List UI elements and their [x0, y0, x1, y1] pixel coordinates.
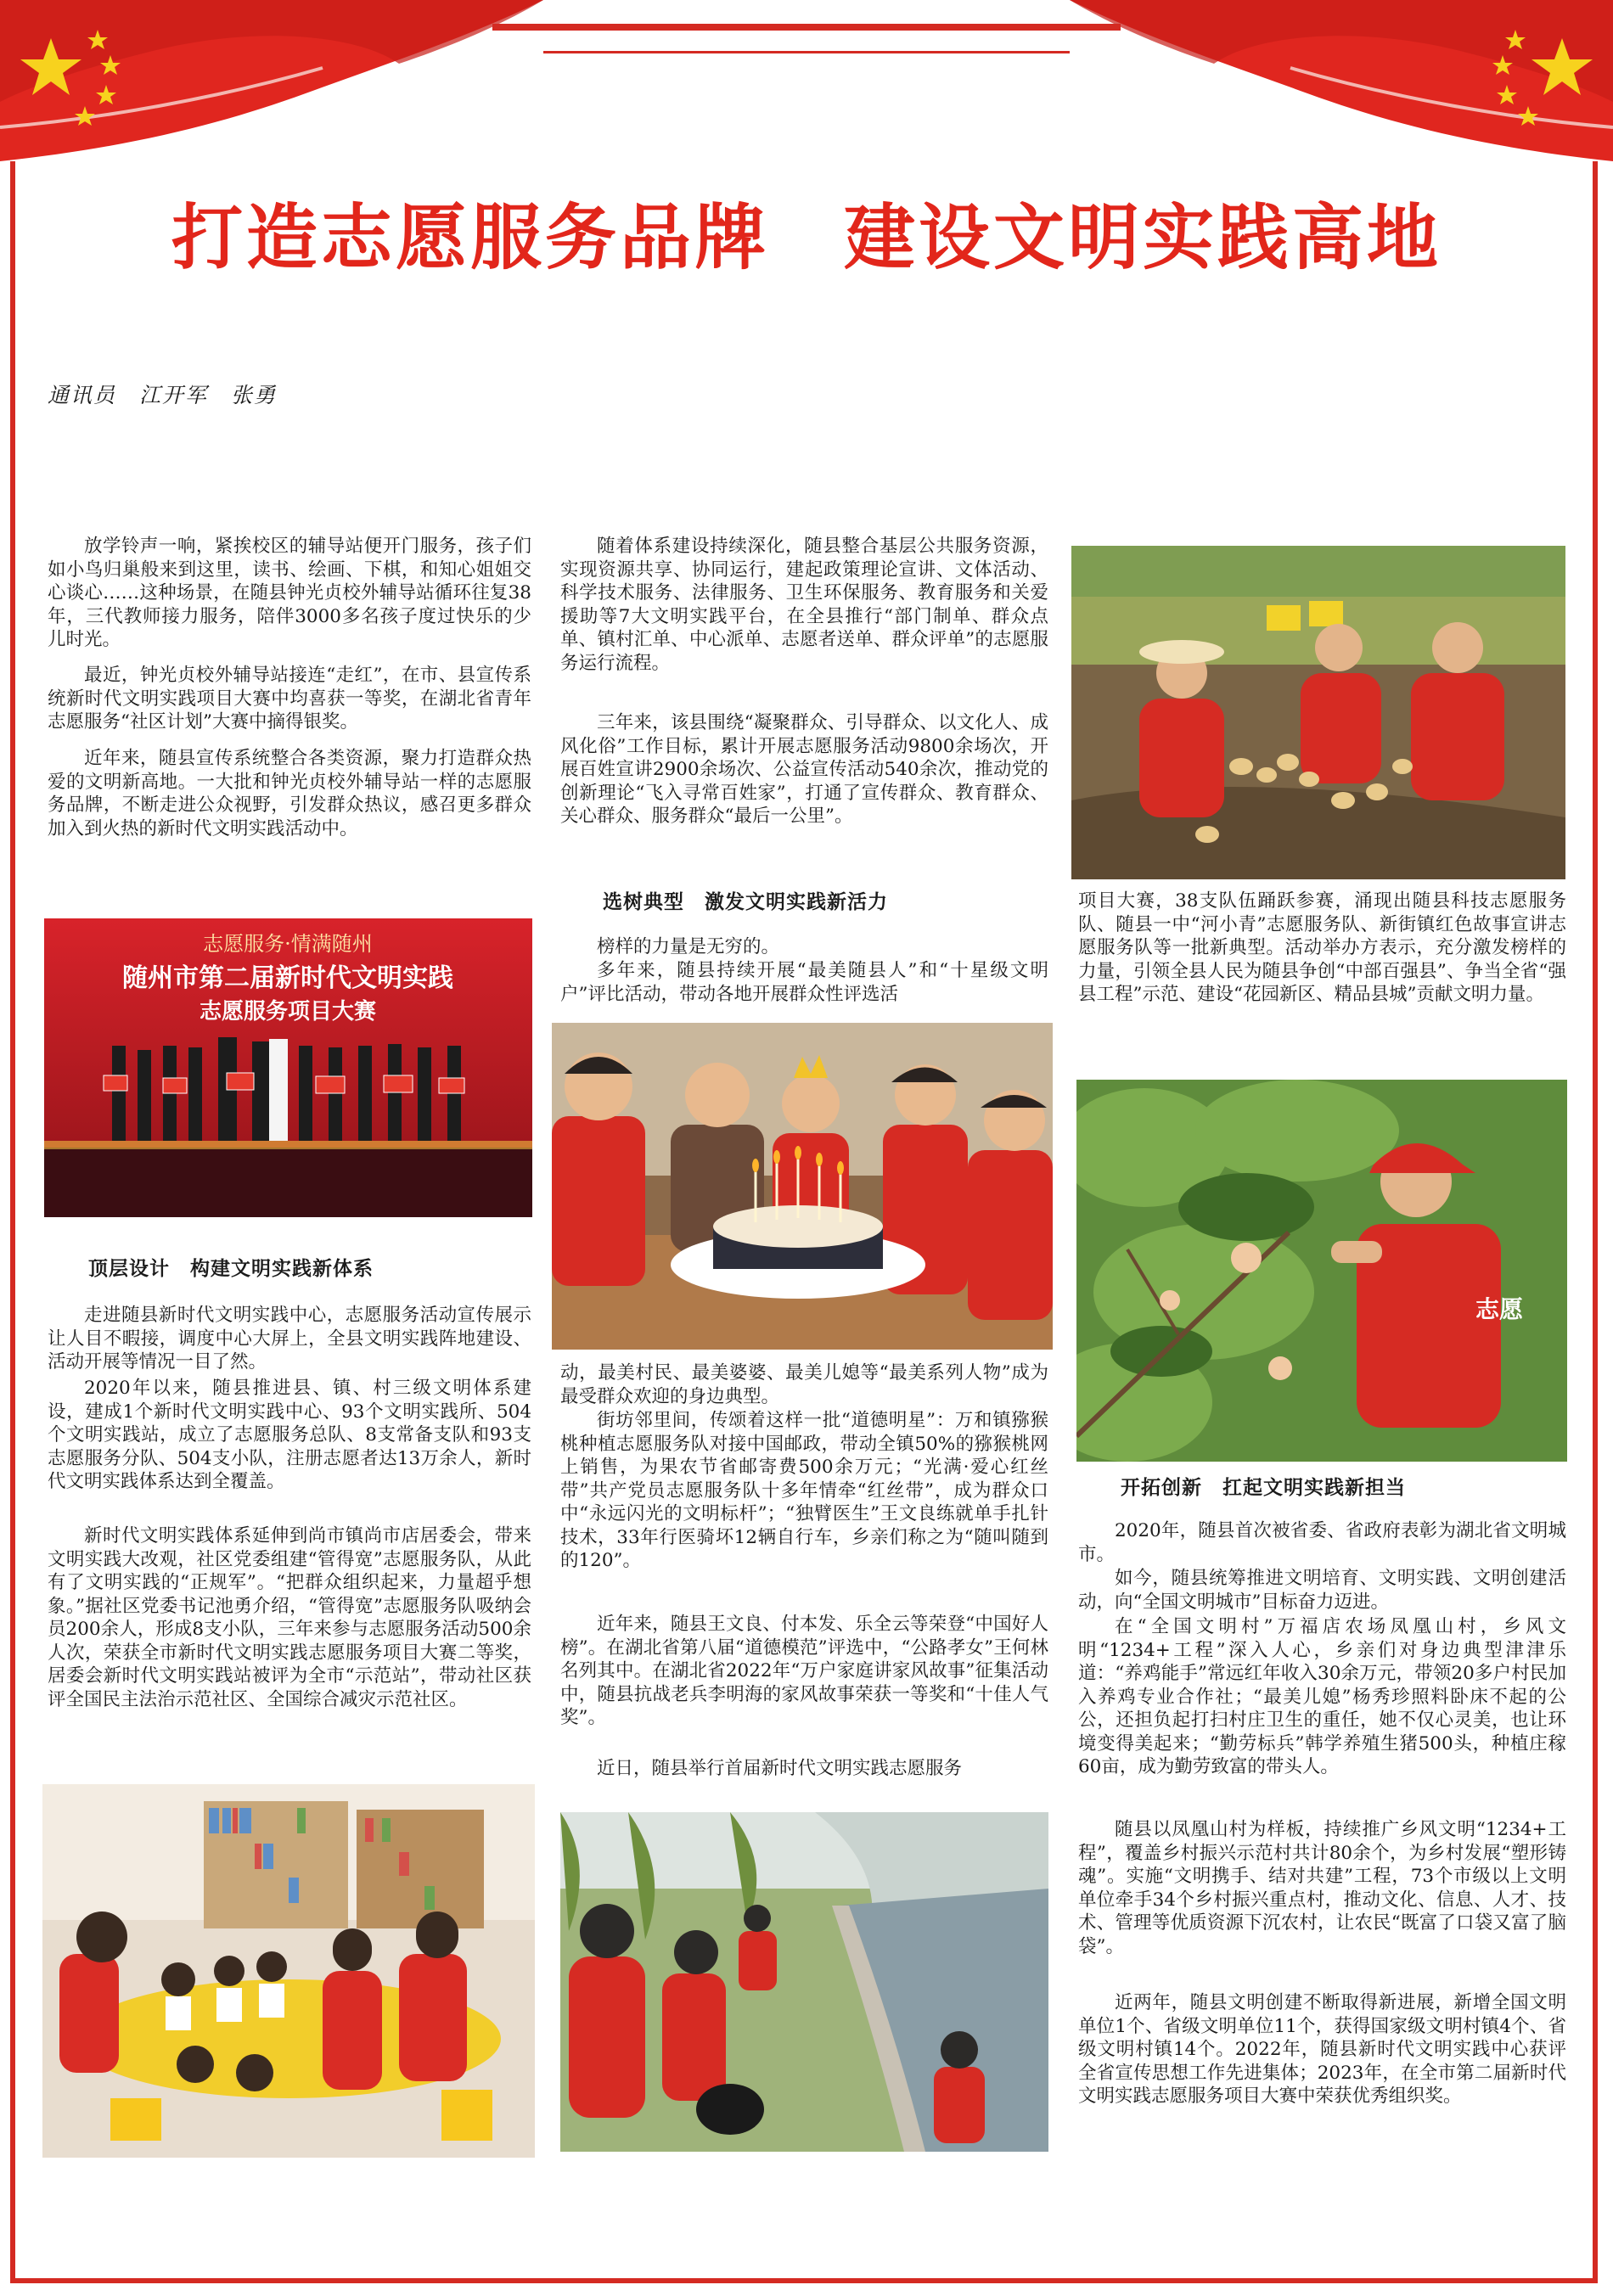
col2-paragraph-4b: 动，最美村民、最美婆婆、最美儿媳等“最美系列人物”成为最受群众欢迎的身边典型。 [560, 1362, 1048, 1407]
byline: 通讯员 江开军 张勇 [48, 383, 278, 407]
col1-paragraph-3: 近年来，随县宣传系统整合各类资源，聚力打造群众热爱的文明新高地。一大批和钟光贞校外辅导站一样的志愿服务品牌，不断走进公众视野，引发群众热议，感召更多群众加入到火热的新时代文明实践活动中。 [48, 748, 531, 839]
top-rule-thin [543, 51, 1070, 53]
col1-paragraph-6: 新时代文明实践体系延伸到尚市镇尚市店居委会，带来文明实践大改观，社区党委组建“管得宽”志愿服务队，从此有了文明实践的“正规军”。“把群众组织起来，力量超乎想象。”据社区党委书记池勇介绍，“管得宽”志愿服务队吸纳会员200余人，形成8支小队，三年来参与志愿服务活动500余人次，荣获全市新时代文明实践志愿服务项目大赛二等奖，居委会新时代文明实践站被评为全市“示范站”，带动社区获评全国民主法治示范社区、全国综合减灾示范社区。 [48, 1525, 531, 1710]
section-heading-3: 开拓创新 扛起文明实践新担当 [1121, 1477, 1406, 1499]
section-heading-2: 选树典型 激发文明实践新活力 [603, 891, 888, 913]
col1-paragraph-5: 2020年以来，随县推进县、镇、村三级文明体系建设，建成1个新时代文明实践中心、93个文明实践所、504个文明实践站，成立了志愿服务总队、8支常备支队和93支志愿服务分队、504支小队，注册志愿者达13万余人，新时代文明实践体系达到全覆盖。 [48, 1378, 531, 1492]
col2-paragraph-4a: 多年来，随县持续开展“最美随县人”和“十星级文明户”评比活动，带动各地开展群众性评选活 [560, 960, 1048, 1005]
col3-paragraph-5: 随县以凤凰山村为样板，持续推广乡风文明“1234+工程”，覆盖乡村振兴示范村共计80余个，为乡村发展“塑形铸魂”。实施“文明携手、结对共建”工程，73个市级以上文明单位牵手34个乡村振兴重点村，推动文化、信息、人才、技术、管理等优质资源下沉农村，让农民“既富了口袋又富了脑袋”。 [1078, 1819, 1566, 1957]
col2-paragraph-6: 近年来，随县王文良、付本发、乐全云等荣登“中国好人榜”。在湖北省第八届“道德模范”评选中，“公路孝女”王何林名列其中。在湖北省2022年“万户家庭讲家风故事”征集活动中，随县抗战老兵李明海的家风故事荣获一等奖和“十佳人气奖”。 [560, 1614, 1048, 1728]
col3-paragraph-6: 近两年，随县文明创建不断取得新进展，新增全国文明单位1个、省级文明单位11个，获得国家级文明村镇4个、省级文明村镇14个。2022年，随县新时代文明实践中心获评全省宣传思想工作先进集体；2023年，在全市第二届新时代文明实践志愿服务项目大赛中荣获优秀组织奖。 [1078, 1992, 1566, 2107]
banner-main-text: 随州市第二届新时代文明实践 [122, 963, 453, 993]
col2-paragraph-2: 三年来，该县围绕“凝聚群众、引导群众、以文化人、成风化俗”工作目标，累计开展志愿服务活动9800余场次，开展百姓宣讲2900余场次、公益宣传活动540余次，推动党的创新理论“飞入寻常百姓家”，打通了宣传群众、教育群众、关心群众、服务群众“最后一公里”。 [560, 712, 1048, 827]
col3-paragraph-2: 2020年，随县首次被省委、省政府表彰为湖北省文明城市。 [1078, 1520, 1566, 1565]
col2-paragraph-1: 随着体系建设持续深化，随县整合基层公共服务资源，实现资源共享、协同运行，建起政策理论宣讲、文体活动、科学技术服务、法律服务、卫生环保服务、教育服务和关爱援助等7大文明实践平台，在全县推行“部门制单、群众点单、镇村汇单、中心派单、志愿者送单、群众评单”的志愿服务运行流程。 [560, 536, 1048, 674]
photo-river-cleanup [560, 1812, 1048, 2152]
col1-paragraph-2: 最近，钟光贞校外辅导站接连“走红”，在市、县宣传系统新时代文明实践项目大赛中均喜获一等奖，在湖北省青年志愿服务“社区计划”大赛中摘得银奖。 [48, 665, 531, 733]
vest-logo-text: 志愿 [1475, 1295, 1524, 1323]
col2-paragraph-5: 街坊邻里间，传颂着这样一批“道德明星”：万和镇猕猴桃种植志愿服务队对接中国邮政，带动全镇50%的猕猴桃网上销售，为果农节省邮寄费500余万元；“光满·爱心红丝带”共产党员志愿服务队十多年情牵“红丝带”，成为群众口中“永远闪光的文明标杆”；“独臂医生”王文良练就单手扎针技术，33年行医骑坏12辆自行车，乡亲们称之为“随叫随到的120”。 [560, 1410, 1048, 1571]
photo-peach-orchard [1076, 1080, 1567, 1462]
photo-children-activity [42, 1784, 535, 2158]
top-rule-thick [492, 24, 1121, 31]
section-heading-1: 顶层设计 构建文明实践新体系 [88, 1258, 374, 1280]
col2-paragraph-3: 榜样的力量是无穷的。 [597, 936, 780, 957]
col3-paragraph-3: 如今，随县统筹推进文明培育、文明实践、文明创建活动，向“全国文明城市”目标奋力迈进。 [1078, 1568, 1566, 1613]
col1-paragraph-4: 走进随县新时代文明实践中心，志愿服务活动宣传展示让人目不暇接，调度中心大屏上，全县文明实践阵地建设、活动开展等情况一目了然。 [48, 1305, 531, 1373]
banner-top-text: 志愿服务·情满随州 [203, 932, 373, 956]
col3-paragraph-4: 在“全国文明村”万福店农场凤凰山村，乡风文明“1234+工程”深入人心，乡亲们对身边典型津津乐道：“养鸡能手”常远红年收入30余万元，带领20多户村民加入养鸡专业合作社；“最美儿媳”杨秀珍照料卧床不起的公公，还担负起打扫村庄卫生的重任，她不仅心灵美，也让环境变得美起来；“勤劳标兵”韩学养殖生猪500头，种植庄稼60亩，成为勤劳致富的带头人。 [1078, 1616, 1566, 1777]
col2-paragraph-7: 近日，随县举行首届新时代文明实践志愿服务 [597, 1758, 963, 1779]
photo-potato-harvest [1071, 546, 1565, 879]
photo-birthday-cake [552, 1023, 1053, 1350]
flag-banner-right [1070, 0, 1613, 166]
flag-banner-left [0, 0, 543, 166]
col3-paragraph-1: 项目大赛，38支队伍踊跃参赛，涌现出随县科技志愿服务队、随县一中“河小青”志愿服务队、新街镇红色故事宣讲志愿服务队等一批新典型。活动举办方表示，充分激发榜样的力量，引领全县人民为随县争创“中部百强县”、争当全省“强县工程”示范、建设“花园新区、精品县城”贡献文明力量。 [1078, 890, 1566, 1005]
banner-sub-text: 志愿服务项目大赛 [199, 999, 377, 1024]
col1-paragraph-1: 放学铃声一响，紧挨校区的辅导站便开门服务，孩子们如小鸟归巢般来到这里，读书、绘画、下棋，和知心姐姐交心谈心……这种场景，在随县钟光贞校外辅导站循环往复38年，三代教师接力服务，陪伴3000多名孩子度过快乐的少儿时光。 [48, 536, 531, 650]
photo-award-ceremony [44, 918, 532, 1217]
page-headline: 打造志愿服务品牌 建设文明实践高地 [171, 196, 1442, 279]
